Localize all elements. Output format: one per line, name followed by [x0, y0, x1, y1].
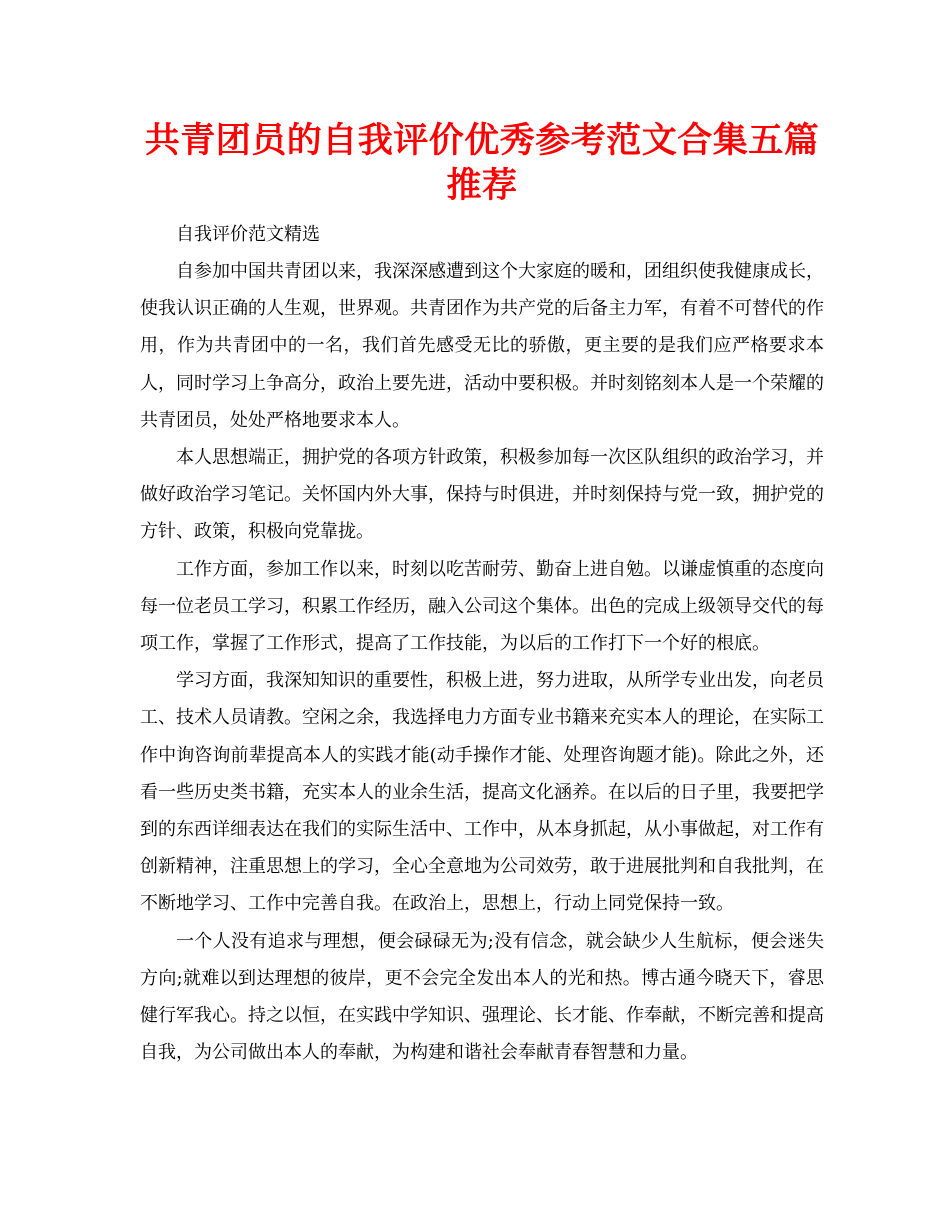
paragraph-5: 一个人没有追求与理想，便会碌碌无为;没有信念，就会缺少人生航标，便会迷失方向;就难以到达理想的彼岸，更不会完全发出本人的光和热。博古通今晓天下，睿思健行军我心。持之以恒，在实践中学知识、强理论、长才能、作奉献，不断完善和提高自我，为公司做出本人的奉献，为构建和谐社会奉献青春智慧和力量。	[140, 930, 824, 1064]
paragraph-3: 工作方面，参加工作以来，时刻以吃苦耐劳、勤奋上进自勉。以谦虚慎重的态度向每一位老员工学习，积累工作经历，融入公司这个集体。出色的完成上级领导交代的每项工作，掌握了工作形式，提高了工作技能，为以后的工作打下一个好的根底。	[140, 558, 824, 655]
document-title: 共青团员的自我评价优秀参考范文合集五篇推荐	[144, 120, 820, 206]
paragraph-1: 自参加中国共青团以来，我深深感遭到这个大家庭的暖和，团组织使我健康成长，使我认识正确的人生观，世界观。共青团作为共产党的后备主力军，有着不可替代的作用，作为共青团中的一名，我们首先感受无比的骄傲，更主要的是我们应严格要求本人，同时学习上争高分，政治上要先进，活动中要积极。并时刻铭刻本人是一个荣耀的共青团员，处处严格地要求本人。	[140, 261, 824, 431]
paragraph-4: 学习方面，我深知知识的重要性，积极上进，努力进取，从所学专业出发，向老员工、技术人员请教。空闲之余，我选择电力方面专业书籍来充实本人的理论，在实际工作中询咨询前辈提高本人的实践才能(动手操作才能、处理咨询题才能)。除此之外，还看一些历史类书籍，充实本人的业余生活，提高文化涵养。在以后的日子里，我要把学到的东西详细表达在我们的实际生活中、工作中，从本身抓起，从小事做起，对工作有创新精神，注重思想上的学习，全心全意地为公司效劳，敢于进展批判和自我批判，在不断地学习、工作中完善自我。在政治上，思想上，行动上同党保持一致。	[140, 670, 824, 915]
document-page	[140, 118, 824, 1071]
document-subtitle: 自我评价范文精选	[176, 224, 320, 245]
paragraph-2: 本人思想端正，拥护党的各项方针政策，积极参加每一次区队组织的政治学习，并做好政治学习笔记。关怀国内外大事，保持与时俱进，并时刻保持与党一致，拥护党的方针、政策，积极向党靠拢。	[140, 447, 824, 543]
